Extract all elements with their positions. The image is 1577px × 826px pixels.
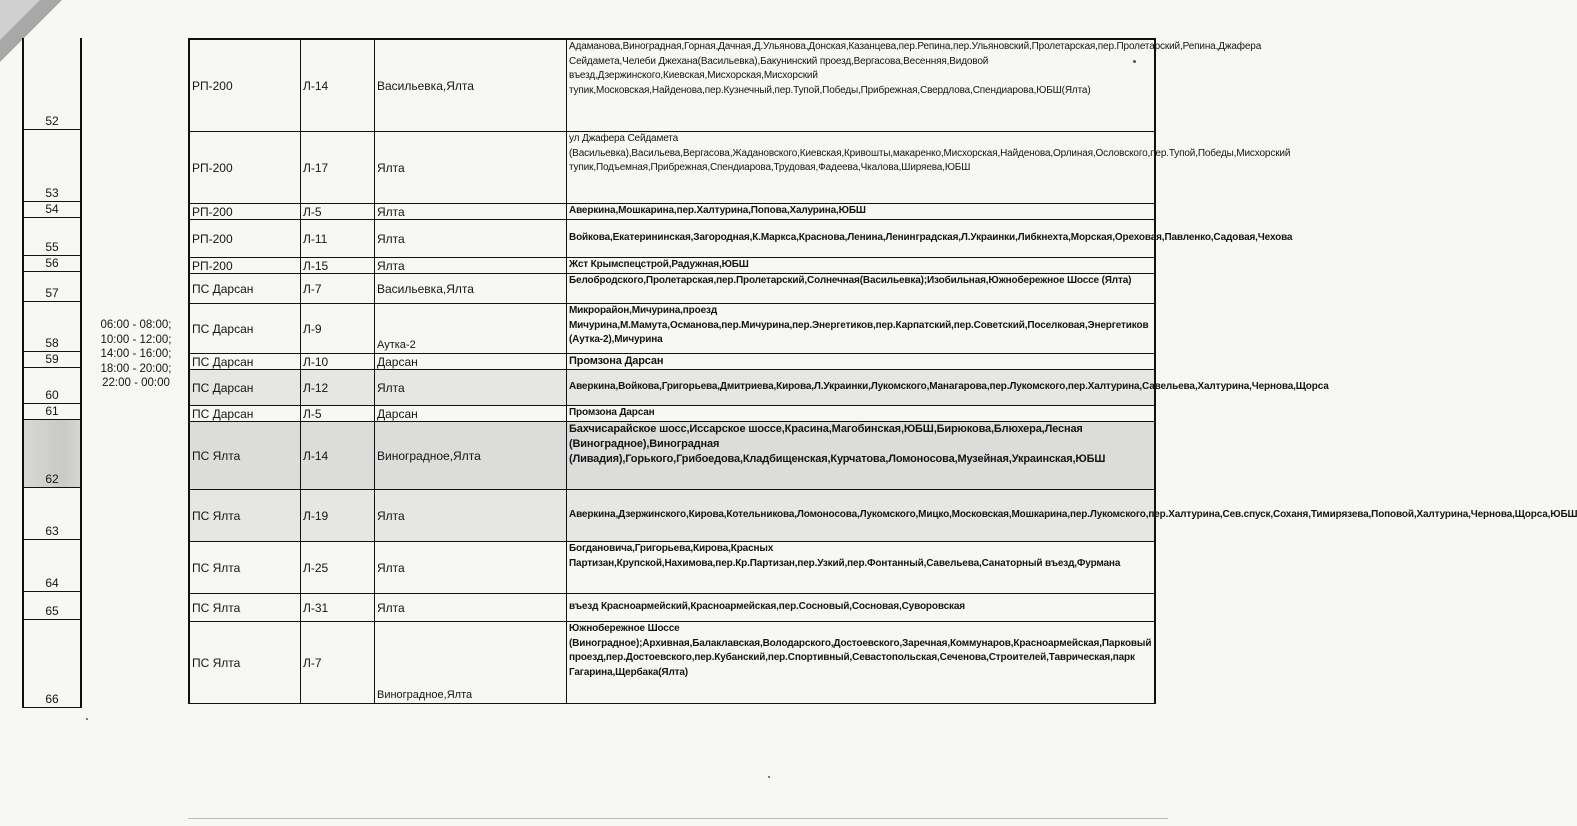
- streets-cell: Аверкина,Дзержинского,Кирова,Котельникова,Ломоносова,Лукомского,Мицко,Московская,Мошкарина,пер.Лукомского,пер.Халтурина,Сев.спуск,Соханя,Тимирязева,Поповой,Халтурина,Чернова,Щорса,ЮБШ: [566, 490, 1156, 541]
- locality-cell: Васильевка,Ялта: [374, 274, 566, 303]
- scan-speck: [1133, 60, 1136, 63]
- substation-cell: ПС Дарсан: [188, 354, 300, 369]
- substation-cell: ПС Ялта: [188, 542, 300, 593]
- row-number: 65: [24, 592, 80, 620]
- locality-cell: Ялта: [374, 258, 566, 273]
- row-number: 62: [24, 420, 80, 488]
- folded-corner-inner: [0, 0, 40, 40]
- locality-cell: Виноградное,Ялта: [374, 622, 566, 703]
- streets-cell: Белобродского,Пролетарская,пер.Пролетарский,Солнечная(Васильевка);Изобильная,Южнобережное Шоссе (Ялта): [566, 274, 1156, 303]
- streets-cell: ул Джафера Сейдамета (Васильевка),Васильева,Вергасова,Жадановского,Киевская,Кривошты,макаренко,Мисхорская,Найденова,Орлиная,Ословского,пер.Тупой,Победы,Мисхорский тупик,Подъемная,Прибрежная,Спендиарова,Трудовая,Фадеева,Чкалова,Ширяева,ЮБШ: [566, 132, 1156, 203]
- table-row: [188, 542, 1156, 594]
- substation-cell: ПС Ялта: [188, 490, 300, 541]
- locality-cell: Дарсан: [374, 354, 566, 369]
- substation-cell: РП-200: [188, 132, 300, 203]
- streets-cell: Аверкина,Войкова,Григорьева,Дмитриева,Кирова,Л.Украинки,Лукомского,Манагарова,пер.Лукомского,пер.Халтурина,Савельева,Халтурина,Чернова,Щорса: [566, 370, 1156, 405]
- table-row: [188, 622, 1156, 704]
- outage-time-slots: [92, 318, 180, 391]
- streets-cell: Жст Крымспецстрой,Радужная,ЮБШ: [566, 258, 1156, 273]
- locality-cell: Дарсан: [374, 406, 566, 421]
- scan-speck: [768, 776, 770, 778]
- line-cell: Л-7: [300, 622, 374, 703]
- table-row: [188, 594, 1156, 622]
- substation-cell: РП-200: [188, 258, 300, 273]
- table-row: [188, 40, 1262, 132]
- line-cell: Л-12: [300, 370, 374, 405]
- substation-cell: ПС Ялта: [188, 622, 300, 703]
- line-cell: Л-11: [300, 220, 374, 257]
- row-number: 64: [24, 540, 80, 592]
- substation-cell: ПС Дарсан: [188, 370, 300, 405]
- row-number: 57: [24, 272, 80, 302]
- locality-cell: Ялта: [374, 542, 566, 593]
- row-number: 54: [24, 202, 80, 218]
- table-row: [188, 490, 1577, 542]
- streets-cell: Адаманова,Виноградная,Горная,Дачная,Д.Ульянова,Донская,Казанцева,пер.Репина,пер.Ульяновский,Пролетарская,пер.Пролетарский,Репина,Джафера Сейдамета,Челеби Джехана(Васильевка),Бакунинский проезд,Вергасова,Весенняя,Видовой въезд,Дзержинского,Киевская,Мисхорская,Мисхорский тупик,Московская,Найденова,пер.Кузнечный,пер.Тупой,Победы,Прибрежная,Свердлова,Спендиарова,ЮБШ(Ялта): [566, 40, 1156, 131]
- table-row: [188, 274, 1156, 304]
- line-cell: Л-14: [300, 422, 374, 489]
- row-number: 52: [24, 38, 80, 130]
- row-number: 59: [24, 352, 80, 368]
- time-slot: 18:00 - 20:00;: [100, 362, 172, 375]
- streets-cell: въезд Красноармейский,Красноармейская,пер.Сосновый,Сосновая,Суворовская: [566, 594, 1156, 621]
- streets-cell: Южнобережное Шоссе (Виноградное);Архивная,Балаклавская,Володарского,Достоевского,Заречная,Коммунаров,Красноармейская,Парковый проезд,пер.Достоевского,пер.Кубанский,пер.Спортивный,Севастопольская,Сеченова,Строителей,Таврическая,парк Гагарина,Щербака(Ялта): [566, 622, 1156, 703]
- locality-cell: Ялта: [374, 204, 566, 219]
- table-row: [188, 304, 1156, 354]
- row-number: 55: [24, 218, 80, 256]
- page-edge-line: [188, 818, 1168, 819]
- locality-cell: Ялта: [374, 370, 566, 405]
- substation-cell: ПС Дарсан: [188, 406, 300, 421]
- line-cell: Л-5: [300, 204, 374, 219]
- outage-schedule-table: [188, 38, 1577, 702]
- row-number: 61: [24, 404, 80, 420]
- row-number: 53: [24, 130, 80, 202]
- row-number: 60: [24, 368, 80, 404]
- line-cell: Л-5: [300, 406, 374, 421]
- table-row: [188, 354, 1156, 370]
- substation-cell: ПС Дарсан: [188, 274, 300, 303]
- time-slot: 14:00 - 16:00;: [100, 348, 172, 361]
- locality-cell: Ялта: [374, 594, 566, 621]
- line-cell: Л-31: [300, 594, 374, 621]
- locality-cell: Ялта: [374, 132, 566, 203]
- substation-cell: ПС Ялта: [188, 422, 300, 489]
- table-row: [188, 406, 1156, 422]
- substation-cell: РП-200: [188, 220, 300, 257]
- line-cell: Л-10: [300, 354, 374, 369]
- table-row: [188, 220, 1293, 258]
- row-number: 66: [24, 620, 80, 708]
- substation-cell: РП-200: [188, 204, 300, 219]
- line-cell: Л-25: [300, 542, 374, 593]
- streets-cell: Богдановича,Григорьева,Кирова,Красных Партизан,Крупской,Нахимова,пер.Кр.Партизан,пер.Узкий,пер.Фонтанный,Савельева,Санаторный въезд,Фурмана: [566, 542, 1156, 593]
- time-slot: 22:00 - 00:00: [102, 377, 170, 390]
- row-number: 63: [24, 488, 80, 540]
- row-number: 56: [24, 256, 80, 272]
- table-row: [188, 132, 1291, 204]
- locality-cell: Виноградное,Ялта: [374, 422, 566, 489]
- streets-cell: Бахчисарайское шосс,Иссарское шоссе,Красина,Магобинская,ЮБШ,Бирюкова,Блюхера,Лесная (Виноградное),Виноградная (Ливадия),Горького,Грибоедова,Кладбищенская,Курчатова,Ломоносова,Музейная,Украинская,ЮБШ: [566, 422, 1156, 489]
- locality-cell: Ялта: [374, 220, 566, 257]
- line-cell: Л-19: [300, 490, 374, 541]
- table-row: [188, 258, 1156, 274]
- scan-speck: [86, 718, 88, 720]
- locality-cell: Васильевка,Ялта: [374, 40, 566, 131]
- streets-cell: Микрорайон,Мичурина,проезд Мичурина,М.Мамута,Османова,пер.Мичурина,пер.Энергетиков,пер.Карпатский,пер.Советский,Поселковая,Энергетиков (Аутка-2),Мичурина: [566, 304, 1156, 353]
- time-slot: 06:00 - 08:00;: [100, 319, 172, 331]
- line-cell: Л-14: [300, 40, 374, 131]
- line-cell: Л-7: [300, 274, 374, 303]
- row-number-column: [22, 38, 82, 708]
- row-number: 58: [24, 302, 80, 352]
- streets-cell: Войкова,Екатерининская,Загородная,К.Маркса,Краснова,Ленина,Ленинградская,Л.Украинки,Либкнехта,Морская,Ореховая,Павленко,Садовая,Чехова: [566, 220, 1156, 257]
- table-row: [188, 204, 1156, 220]
- table-row: [188, 370, 1329, 406]
- table-row: [188, 422, 1156, 490]
- locality-cell: Ялта: [374, 490, 566, 541]
- line-cell: Л-9: [300, 304, 374, 353]
- line-cell: Л-17: [300, 132, 374, 203]
- locality-cell: Аутка-2: [374, 304, 566, 353]
- substation-cell: ПС Дарсан: [188, 304, 300, 353]
- line-cell: Л-15: [300, 258, 374, 273]
- streets-cell: Аверкина,Мошкарина,пер.Халтурина,Попова,Халурина,ЮБШ: [566, 204, 1156, 219]
- substation-cell: ПС Ялта: [188, 594, 300, 621]
- streets-cell: Промзона Дарсан: [566, 406, 1156, 421]
- streets-cell: Промзона Дарсан: [566, 354, 1156, 369]
- time-slot: 10:00 - 12:00;: [100, 333, 172, 346]
- substation-cell: РП-200: [188, 40, 300, 131]
